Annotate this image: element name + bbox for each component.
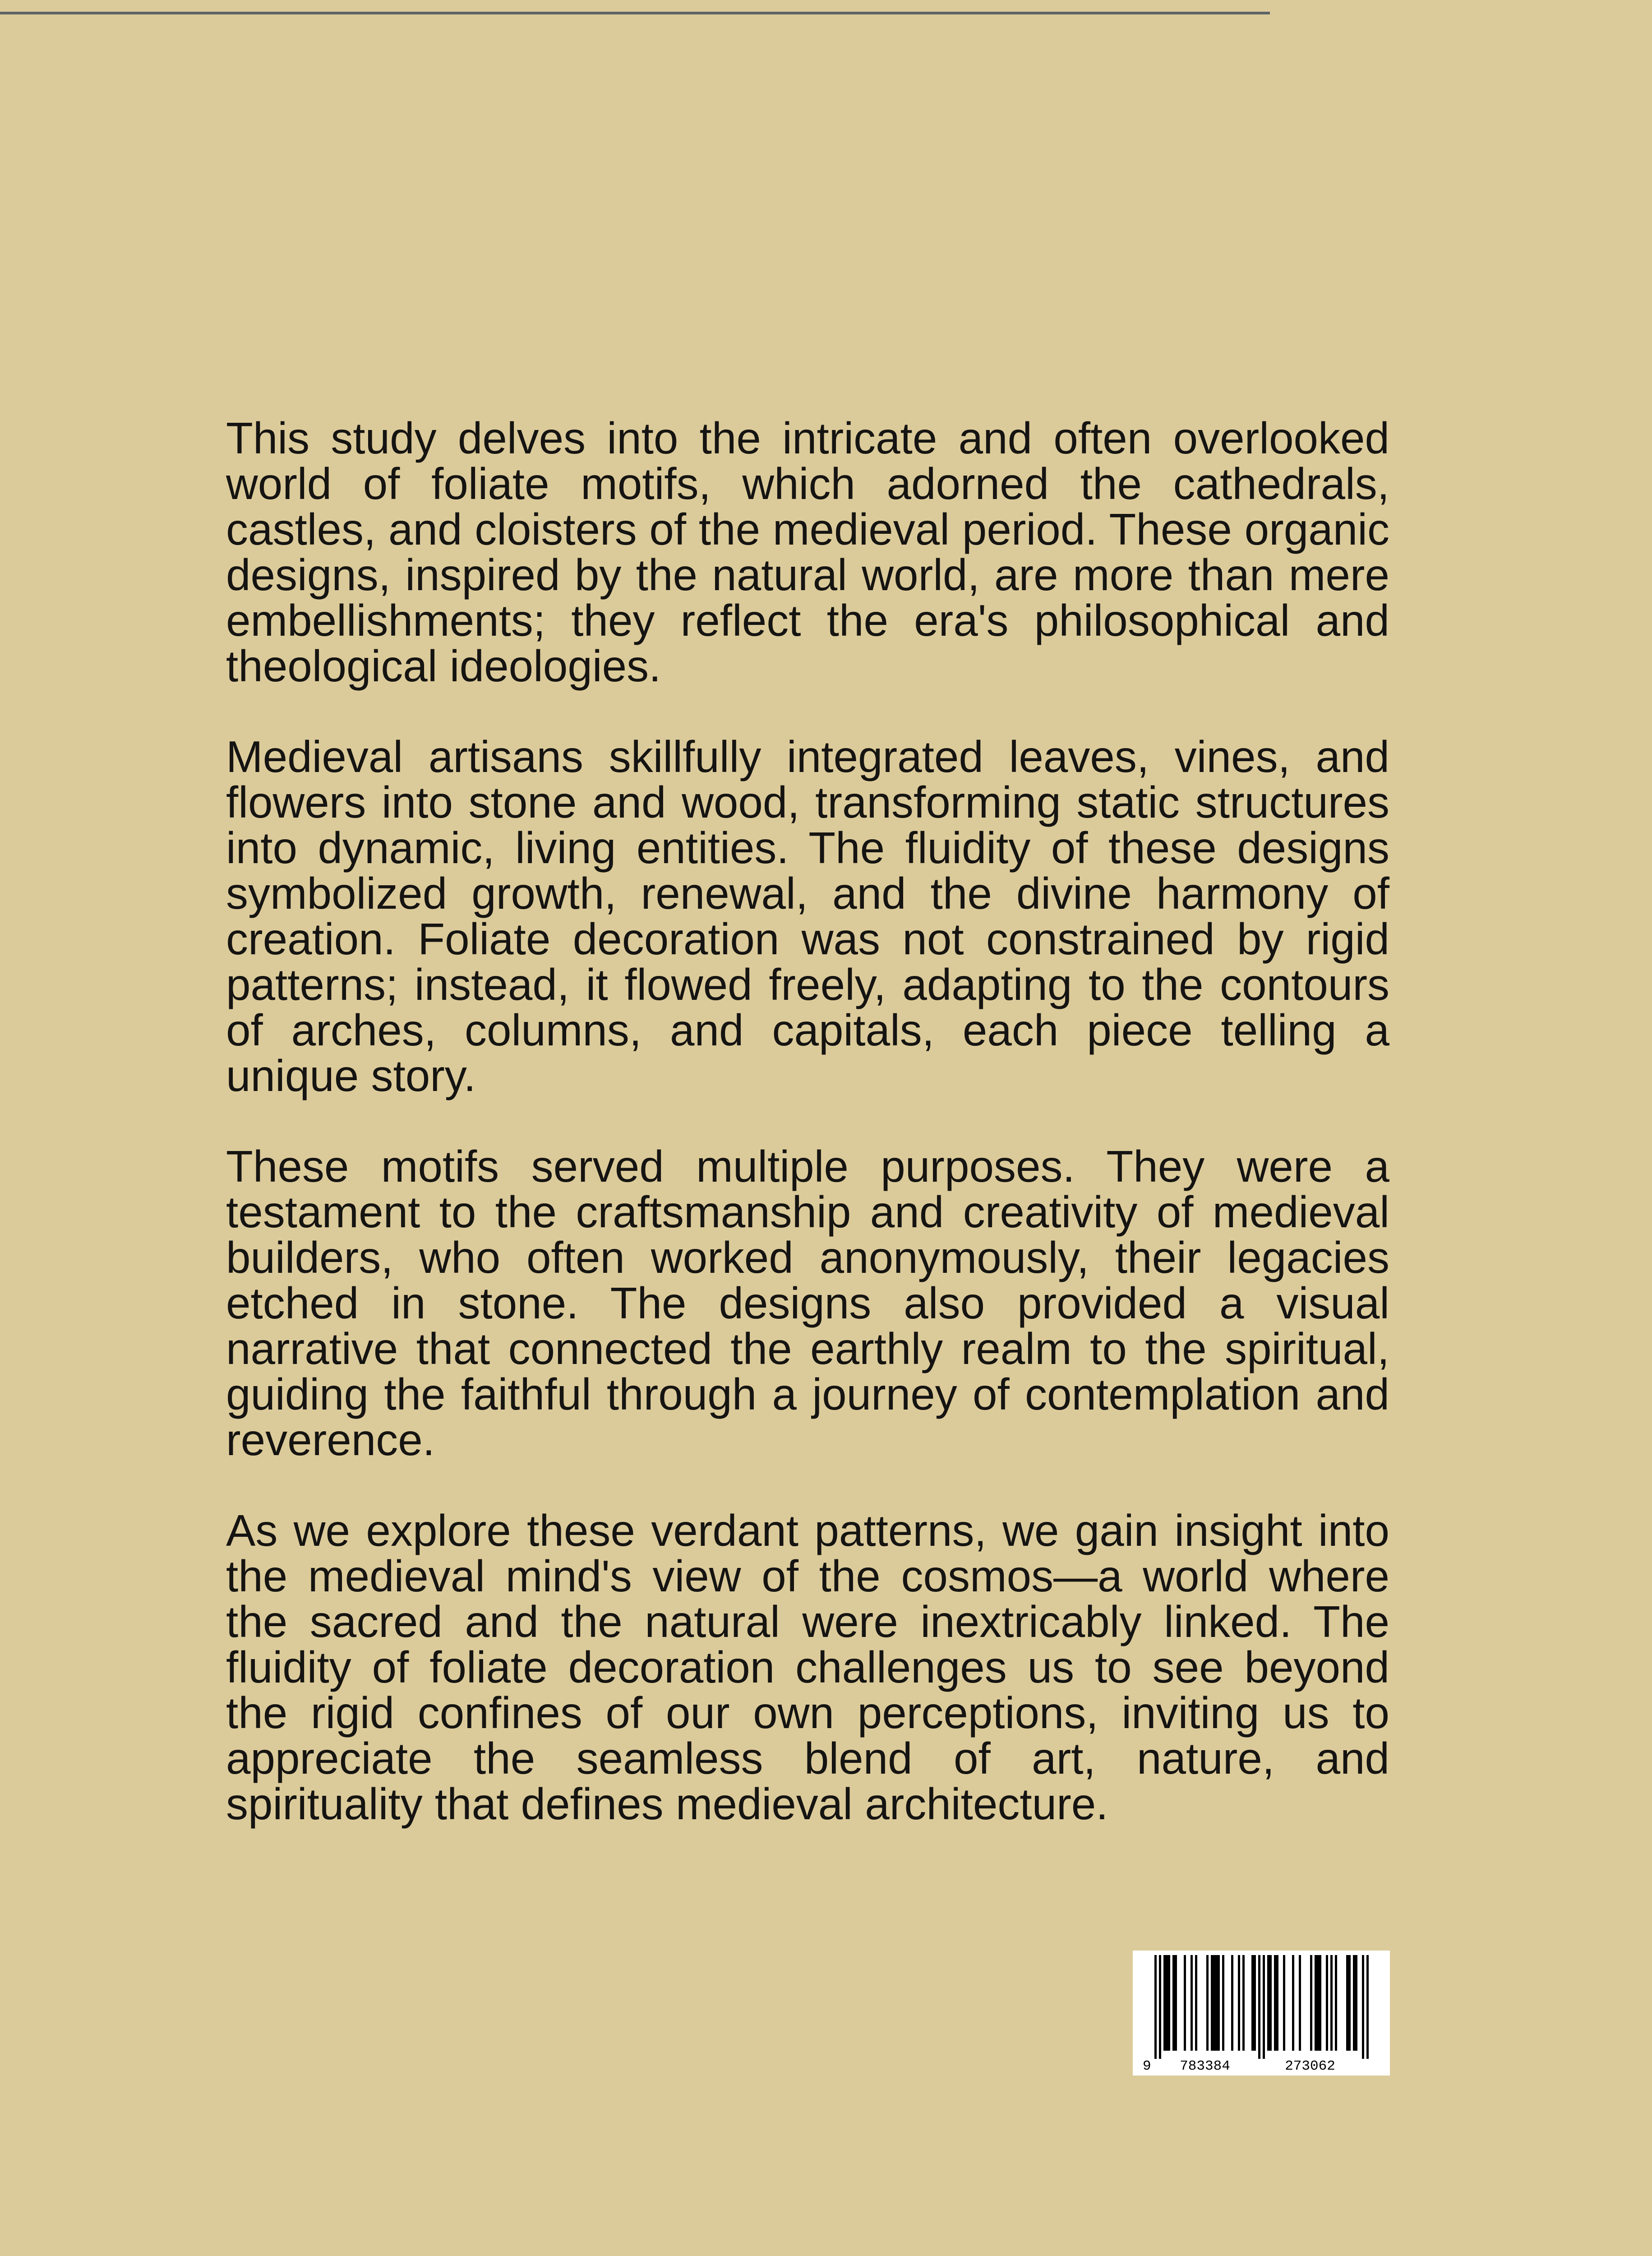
- barcode-bar: [1274, 1955, 1276, 2051]
- isbn-barcode: [1133, 1951, 1390, 2076]
- barcode-bar: [1184, 1955, 1186, 2051]
- barcode-bar: [1335, 1955, 1337, 2051]
- barcode-bar: [1222, 1955, 1224, 2051]
- barcode-bar: [1362, 1955, 1364, 2059]
- description-paragraph-4: As we explore these verdant patterns, we gain insight into the medieval mind's view of the cosmos—a world where the sacred and the natural were inextricably linked. The fluidity of foliate decoration challenges us to see beyond the rigid confines of our own perceptions, inviting us to appreciate the seamless blend of art, nature, and spirituality that defines medieval architecture.: [226, 1506, 1389, 1829]
- barcode-bar: [1353, 1955, 1355, 2051]
- barcode-left-digits: 783384: [1180, 2058, 1230, 2074]
- barcode-bar: [1310, 1955, 1312, 2051]
- barcode-bar: [1168, 1955, 1170, 2051]
- barcode-bar: [1292, 1955, 1294, 2051]
- barcode-bar: [1355, 1955, 1357, 2051]
- barcode-bar: [1258, 1955, 1260, 2059]
- barcode-bar: [1195, 1955, 1197, 2051]
- barcode-bar: [1283, 1955, 1285, 2051]
- barcode-bar: [1231, 1955, 1233, 2051]
- barcode-bar: [1267, 1955, 1269, 2051]
- barcode-graphic: [1133, 1951, 1390, 2076]
- barcode-bar: [1218, 1955, 1220, 2051]
- barcode-bar: [1154, 1955, 1157, 2059]
- top-rule: [0, 12, 1270, 14]
- barcode-bar: [1326, 1955, 1328, 2051]
- barcode-bar: [1191, 1955, 1193, 2051]
- barcode-bar: [1215, 1955, 1218, 2051]
- barcode-bar: [1330, 1955, 1333, 2051]
- description-paragraph-3: These motifs served multiple purposes. They were a testament to the craftsmanship and creativity of medieval builders, who often worked anonymously, their legacies etched in stone. The designs also provided a visual narrative that connected the earthly realm to the spiritual, guiding the faithful through a journey of contemplation and reverence.: [226, 1142, 1389, 1465]
- barcode-bar: [1346, 1955, 1348, 2051]
- barcode-bar: [1269, 1955, 1272, 2051]
- barcode-bar: [1276, 1955, 1278, 2051]
- barcode-bar: [1254, 1955, 1256, 2051]
- barcode-bar: [1206, 1955, 1209, 2051]
- description-paragraph-2: Medieval artisans skillfully integrated leaves, vines, and flowers into stone and wood, transforming static structures into dynamic, living entities. The fluidity of these designs symbolized growth, renewal, and the divine harmony of creation. Foliate decoration was not constrained by rigid patterns; instead, it flowed freely, adapting to the contours of arches, columns, and capitals, each piece telling a unique story.: [226, 732, 1389, 1100]
- barcode-bar: [1317, 1955, 1319, 2051]
- barcode-bar: [1211, 1955, 1213, 2051]
- barcode-bar: [1175, 1955, 1177, 2051]
- barcode-bar: [1238, 1955, 1240, 2051]
- barcode-right-digits: 273062: [1285, 2058, 1335, 2074]
- barcode-bar: [1263, 1955, 1265, 2059]
- back-cover-description: [226, 413, 1389, 1829]
- barcode-lead-digit: 9: [1143, 2058, 1151, 2074]
- barcode-bar: [1315, 1955, 1317, 2051]
- barcode-bar: [1172, 1955, 1175, 2051]
- barcode-bar: [1213, 1955, 1215, 2051]
- description-paragraph-1: This study delves into the intricate and often overlooked world of foliate motifs, which adorned the cathedrals, castles, and cloisters of the medieval period. These organic designs, inspired by the natural world, are more than mere embellishments; they reflect the era's philosophical and theological ideologies.: [226, 413, 1389, 691]
- barcode-bars: [1154, 1955, 1369, 2059]
- barcode-bar: [1242, 1955, 1245, 2051]
- barcode-bar: [1159, 1955, 1161, 2059]
- barcode-bar: [1299, 1955, 1301, 2051]
- barcode-bar: [1163, 1955, 1166, 2051]
- barcode-bar: [1319, 1955, 1321, 2051]
- barcode-bar: [1366, 1955, 1369, 2059]
- barcode-bar: [1166, 1955, 1168, 2051]
- barcode-bar: [1251, 1955, 1254, 2051]
- barcode-bar: [1348, 1955, 1351, 2051]
